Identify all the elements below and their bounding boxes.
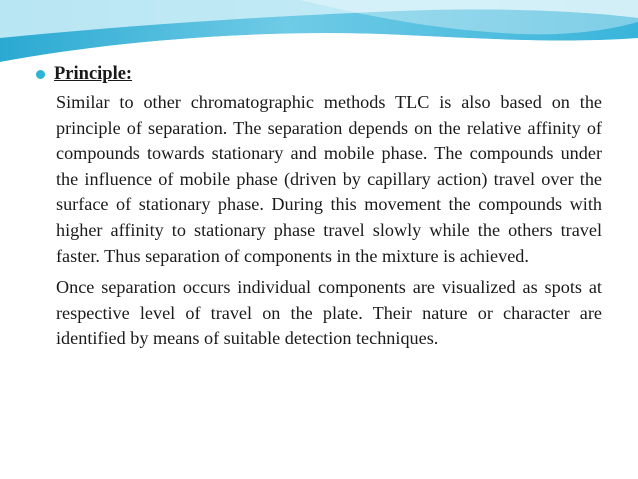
paragraph-visualization: Once separation occurs individual components are visualized as spots at respective level of travel on the plate. Their nature or character are identified by means of suitable detection techniques. [56, 277, 602, 349]
section-heading: Principle: [54, 63, 133, 84]
paragraph-principle: Similar to other chromatographic methods TLC is also based on the principle of separation. The separation depends on the relative affinity of compounds towards stationary and mobile phase. The compounds under the influence of mobile phase (driven by capillary action) travel over the surface of stationary phase. During this movement the compounds with higher affinity to stationary phase travel slowly while the others travel faster. Thus separation of components in the mixture is achieved. [56, 92, 602, 266]
heading-row [36, 62, 602, 86]
content-area [36, 62, 602, 352]
bullet-dot-icon [36, 70, 45, 79]
